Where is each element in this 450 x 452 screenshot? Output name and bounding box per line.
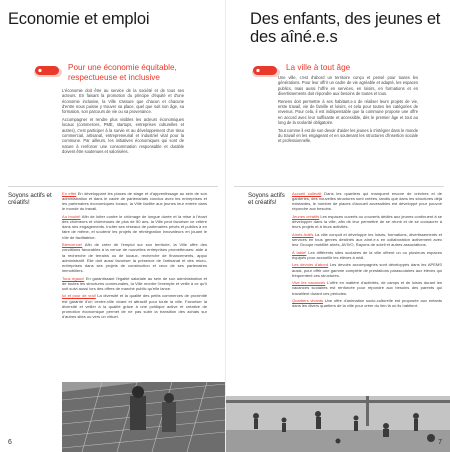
- intro-paragraph: Une ville, c'est d'abord un territoire conçu et pensé pour toutes les générations. Pour leur offrir un cadre de vie agréable et adapté, les espaces publics, mais aussi l'offre en services, en loisirs, en formations et en divertissements doit répondre aux besoins de toutes et tous.: [278, 75, 418, 96]
- intro-paragraph: Renens doit permettre à ses habitant.e.s de réaliser leurs projets de vie, entre travail, vie de famille et loisirs, et cela pour toutes les catégories de revenus. Pour cela, il est indispensable que la commune propose une offre en accord avec leur suffisante et accessible, dès le premier âge et tout au long de la scolarité obligatoire.: [278, 98, 418, 125]
- paragraph-keyword: Tous égaux!: [62, 275, 85, 281]
- body-paragraph: Au boulot! Afin de lutter contre le chômage de longue durée et la mise à l'écart des chômeurs et chômeuses de plus de 50 ans, la Ville peut favoriser ce critère dans ses engagements. Inciter ses réseaux de partenaires privés et publics à en faire de même, et soutenir les projets de réintégration innovateurs en jouant le rôle de facilitatrice.: [62, 214, 207, 240]
- body-column: [292, 191, 442, 311]
- body-paragraph: Quartiers vivants Une offre d'animation socio-culturelle est proposée aux enfants dans les divers quartiers de la ville pour créer du lien là où ils habitent.: [292, 298, 442, 309]
- body-paragraph: En effet En développant les places de stage et d'apprentissage au sein de son administration et dans le cadre de partenariats conclus avec les entreprises et les partenaires économiques locaux, la Ville facilite aux jeunes leur entrée dans le monde du travail.: [62, 191, 207, 212]
- body-paragraph: Bienvenue! Afin de créer de l'emploi sur son territoire, la Ville offre des conditions favorables à la venue de nouvelles entreprises prometteuses: aide à la recherche de terrains ou de locaux, recherche de financements, appui administratif. Elle doit aussi favoriser la présence de l'artisanat et des micro-entreprises dans ses projets de construction et ceux de ses partenaires immobiliers.: [62, 242, 207, 273]
- body-paragraph: Ici et pour de vrai! La diversité et la qualité des petits commerces de proximité est garante d'un centre-ville vivant et attractif pour toute la ville. Favoriser la diversité et veiller à la qualité grâce à une politique active et créative de promotion économique permet de ne pas subir la transition des achats sur d'autres sites ou vers un virtuel.: [62, 293, 207, 319]
- body-paragraph: Vive les vacances L'offre en matière d'activités, de camps et de loisirs durant les vacances scolaires est renforcée pour répondre aux besoins des parents qui travaillent durant ces périodes.: [292, 280, 442, 296]
- body-paragraph: Tous égaux! En garantissant l'égalité salariale au sein de son administration et de toutes les structures communales, la Ville montre l'exemple et veille à ce qu'il soit suivi aussi lors des offres de marché public qu'elle lance.: [62, 275, 207, 291]
- paragraph-keyword: En effet: [62, 191, 77, 196]
- intro-text: [62, 88, 184, 157]
- paragraph-keyword: Accueil collectif: [292, 191, 322, 196]
- side-label: Soyons actifs et créatifs!: [248, 192, 285, 207]
- body-paragraph: Aînés Actifs La ville conçoit et développe les loisirs, formations, divertissements et services en tous genres destinés aux aîné.e.s en collaboration activement avec leur Groupe mobilité aînés, AVIVO, Rayons de soleil et autres associations.: [292, 231, 442, 248]
- paragraph-keyword: Vive les vacances: [292, 280, 326, 286]
- intro-paragraph: Tout comme il est de son devoir d'aider les jeunes à s'intégrer dans le monde du travail en les engageant et en soutenant les structures d'insertion sociale et professionnelle.: [278, 127, 418, 144]
- intro-paragraph: L'économie doit être au service de la société et de tous ses acteurs. En faisant la promotion du principe d'équité et d'une économie inclusive, la Ville s'assure que chacun et chacune d'entre nous puisse y trouver sa place, quel que soit son âge, sa formation, son parcours de vie ou sa provenance.: [62, 88, 184, 115]
- right-page: [225, 0, 450, 452]
- body-column: [62, 191, 207, 322]
- solar-panel-photo: [62, 382, 225, 452]
- body-paragraph: Accueil collectif Dans les quartiers qui manquent encore de crèches et de garderies, des nouvelles structures sont créées, tandis que dans les structures déjà existantes, le nombre de places d'accueil accessibles est développé pour pouvoir répondre aux besoins.: [292, 191, 442, 212]
- paragraph-keyword: Les devoirs d'abord: [292, 262, 329, 268]
- red-pill-icon: [34, 65, 64, 79]
- paragraph-keyword: Ici et pour de vrai!: [62, 293, 96, 299]
- page-title: Economie et emploi: [8, 10, 150, 28]
- paragraph-keyword: À table!: [292, 249, 307, 255]
- paragraph-keyword: Au boulot!: [62, 214, 81, 220]
- section-title: Pour une économie équitable, respectueuse et inclusive: [68, 63, 177, 82]
- paragraph-keyword: Quartiers vivants: [292, 298, 323, 304]
- paragraph-keyword: Aînés Actifs: [292, 231, 314, 237]
- children-playing-photo: [226, 396, 450, 452]
- section-heading: [34, 63, 184, 82]
- body-paragraph: Les devoirs d'abord Les devoirs accompagnés sont développés dans les APEMS aussi, pour offrir une gamme complète de prestations parascolaires aux élèves qui fréquentent ces structures.: [292, 262, 442, 278]
- page-number: 7: [438, 439, 442, 446]
- divider: [8, 186, 218, 187]
- page-title: Des enfants, des jeunes et des aîné.e.s: [250, 10, 441, 46]
- body-paragraph: À table! Les différents sites scolaires de la ville offrent un ou plusieurs espaces équipés pour accueillir les élèves à midi.: [292, 249, 442, 260]
- side-label: Soyons actifs et créatifs!: [8, 192, 52, 207]
- intro-text: [278, 75, 418, 146]
- body-paragraph: Jeunes créatifs Les espaces ouverts ou couverts dédiés aux jeunes continuent à se développer dans la ville, afin de leur permettre de se réunir et de se consacrer à leurs projets et à leurs activités.: [292, 214, 442, 230]
- page-number: 6: [8, 439, 12, 446]
- paragraph-keyword: Bienvenue!: [62, 242, 83, 248]
- intro-paragraph: Accompagner et rendre plus visibles les acteurs économiques locaux (commerces, PME, startups, entreprises culturelles et autres), c'est participer à la survie et au développement d'un tissu commercial, artisanal, entrepreneurial et industriel vital pour la commune. Par ailleurs, les initiatives économiques qui sont de nature à renforcer une consommation responsable et durable doivent être soutenues et valorisées.: [62, 117, 184, 154]
- paragraph-keyword: Jeunes créatifs: [292, 214, 320, 220]
- divider: [234, 186, 444, 187]
- section-title: La ville à tout âge: [286, 63, 351, 72]
